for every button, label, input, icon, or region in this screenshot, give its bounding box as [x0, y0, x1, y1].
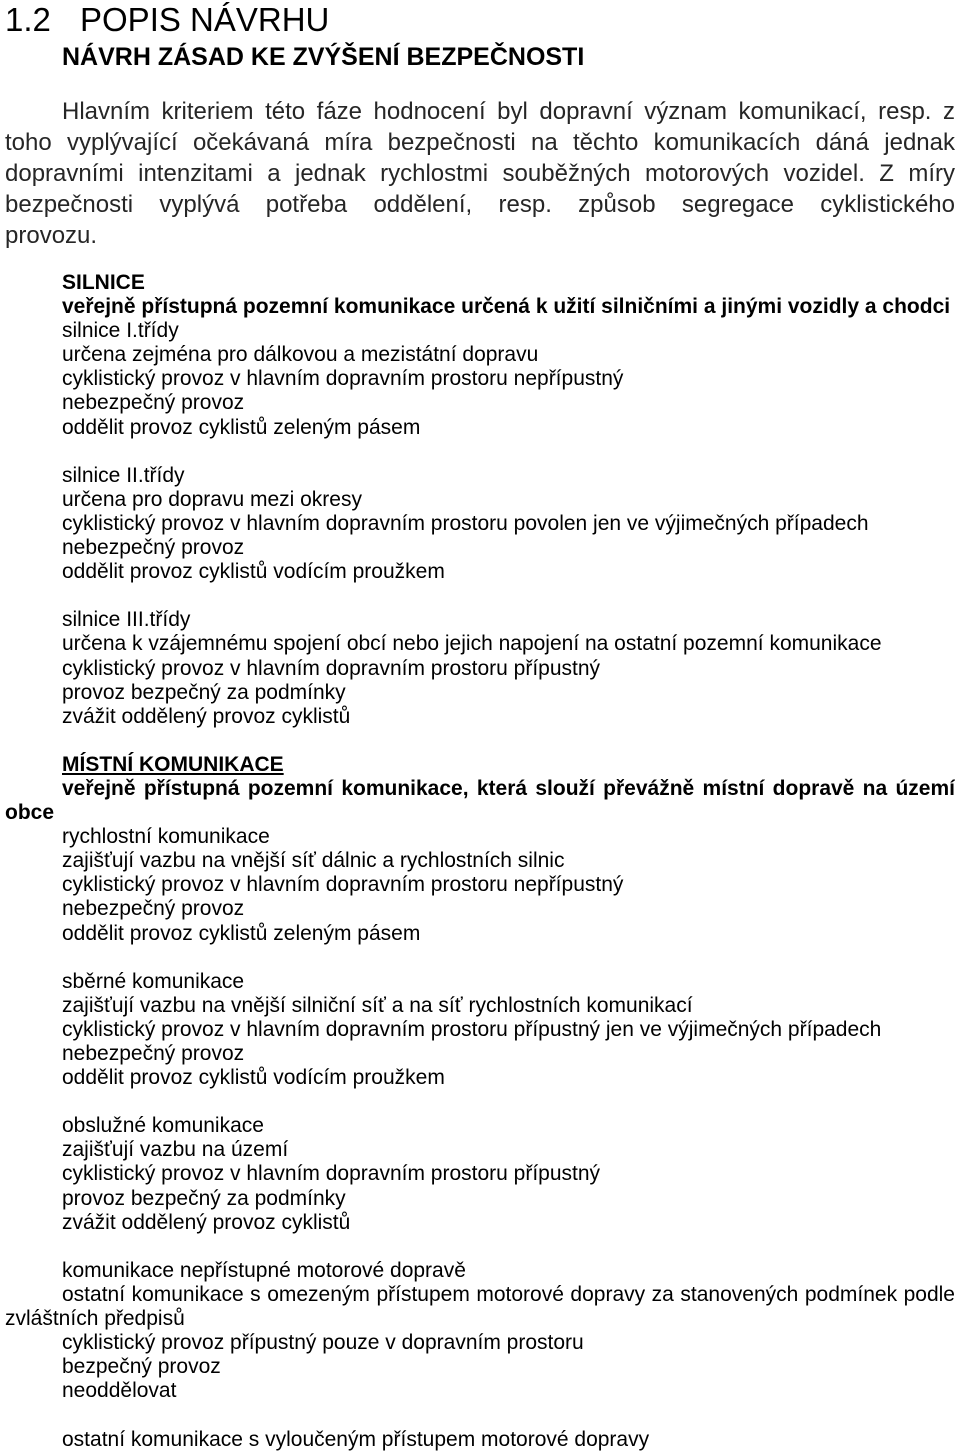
cycling-rule: cyklistický provoz v hlavním dopravním prostoru povolen jen ve výjimečných případech	[62, 511, 869, 535]
road-class-rychlostni	[0, 825, 960, 945]
intro-line: dopravními intenzitami a jednak rychlostmi souběžných motorových vozidel. Z míry	[5, 160, 955, 187]
section-title: POPIS NÁVRHU	[80, 1, 330, 38]
recommended-measure: zvážit oddělený provoz cyklistů	[62, 1210, 351, 1234]
recommended-measure: oddělit provoz cyklistů vodícím proužkem	[62, 560, 445, 584]
road-categories	[0, 271, 960, 1452]
recommended-measure: zvážit oddělený provoz cyklistů	[62, 704, 351, 728]
road-class-purpose: zajišťují vazbu na vnější silniční síť a na síť rychlostních komunikací	[62, 993, 693, 1017]
road-class-name: obslužné komunikace	[62, 1114, 264, 1138]
road-class-purpose: určena zejména pro dálkovou a mezistátní dopravu	[62, 343, 539, 367]
subsection-heading: NÁVRH ZÁSAD KE ZVÝŠENÍ BEZPEČNOSTI	[62, 43, 585, 71]
road-class-name: sběrné komunikace	[62, 969, 245, 993]
road-class-name: silnice I.třídy	[62, 319, 179, 343]
section-number: 1.2	[5, 1, 51, 38]
recommended-measure: oddělit provoz cyklistů zeleným pásem	[62, 415, 421, 439]
cycling-rule: cyklistický provoz v hlavním dopravním prostoru přípustný	[62, 1162, 601, 1186]
road-class-purpose: zajišťují vazbu na území	[62, 1138, 289, 1162]
category-title	[0, 753, 960, 777]
recommended-measure: neoddělovat	[62, 1379, 177, 1403]
intro-line: provozu.	[5, 222, 98, 249]
cycling-rule: cyklistický provoz v hlavním dopravním prostoru přípustný	[62, 656, 601, 680]
category-definition: veřejně přístupná pozemní komunikace určená k užití silničními a jinými vozidly a chodci	[62, 295, 951, 319]
category-title-text: MÍSTNÍ KOMUNIKACE	[62, 752, 284, 776]
road-class-purpose: zajišťují vazbu na vnější síť dálnic a rychlostních silnic	[62, 849, 565, 873]
road-class-obsluzne	[0, 1114, 960, 1234]
road-class-purpose-continued: zvláštních předpisů	[5, 1307, 185, 1331]
category-definition-continued: obce	[5, 801, 55, 825]
category-title: SILNICE	[62, 271, 145, 294]
safety-assessment: nebezpečný provoz	[62, 536, 245, 560]
recommended-measure: oddělit provoz cyklistů vodícím proužkem	[62, 1066, 445, 1090]
cycling-rule: cyklistický provoz přípustný pouze v dopravním prostoru	[62, 1331, 584, 1355]
safety-assessment: nebezpečný provoz	[62, 391, 245, 415]
recommended-measure: oddělit provoz cyklistů zeleným pásem	[62, 921, 421, 945]
road-class-silnice-1	[0, 319, 960, 439]
cycling-rule: cyklistický provoz v hlavním dopravním prostoru nepřípustný	[62, 367, 624, 391]
cycling-rule: cyklistický provoz v hlavním dopravním prostoru nepřípustný	[62, 873, 624, 897]
road-class-name: rychlostní komunikace	[62, 825, 270, 849]
cycling-rule: cyklistický provoz v hlavním dopravním prostoru přípustný jen ve výjimečných případech	[62, 1017, 882, 1041]
safety-assessment: provoz bezpečný za podmínky	[62, 1186, 346, 1210]
road-class-sberne	[0, 970, 960, 1090]
road-class-name: komunikace nepřístupné motorové dopravě	[62, 1258, 466, 1282]
intro-line: toho vyplývající očekávaná míra bezpečnosti na těchto komunikacích dáná jednak	[5, 129, 955, 156]
road-class-nepristupne	[0, 1259, 960, 1404]
safety-assessment: nebezpečný provoz	[62, 897, 245, 921]
road-class-name: silnice III.třídy	[62, 608, 191, 632]
road-class-silnice-3	[0, 608, 960, 728]
intro-paragraph	[5, 96, 955, 251]
section-silnice	[0, 271, 960, 729]
road-class-purpose: ostatní komunikace s omezeným přístupem motorové dopravy za stanovených podmínek podle	[62, 1282, 955, 1306]
road-class-name: silnice II.třídy	[62, 463, 185, 487]
intro-line: Hlavním kriteriem této fáze hodnocení byl dopravní význam komunikací, resp. z	[62, 98, 955, 125]
road-class-closing: ostatní komunikace s vyloučeným přístupem motorové dopravy	[62, 1427, 650, 1451]
safety-assessment: provoz bezpečný za podmínky	[62, 680, 346, 704]
safety-assessment: bezpečný provoz	[62, 1355, 221, 1379]
intro-line: bezpečnosti vyplývá potřeba oddělení, resp. způsob segregace cyklistického	[5, 191, 955, 218]
road-class-silnice-2	[0, 464, 960, 584]
section-heading	[5, 1, 329, 39]
safety-assessment: nebezpečný provoz	[62, 1042, 245, 1065]
road-class-purpose: určena k vzájemnému spojení obcí nebo jejich napojení na ostatní pozemní komunikace	[62, 632, 882, 656]
section-mistni-komunikace	[0, 753, 960, 1452]
category-definition: veřejně přístupná pozemní komunikace, která slouží převážně místní dopravě na území	[62, 776, 955, 800]
road-class-purpose: určena pro dopravu mezi okresy	[62, 487, 362, 511]
